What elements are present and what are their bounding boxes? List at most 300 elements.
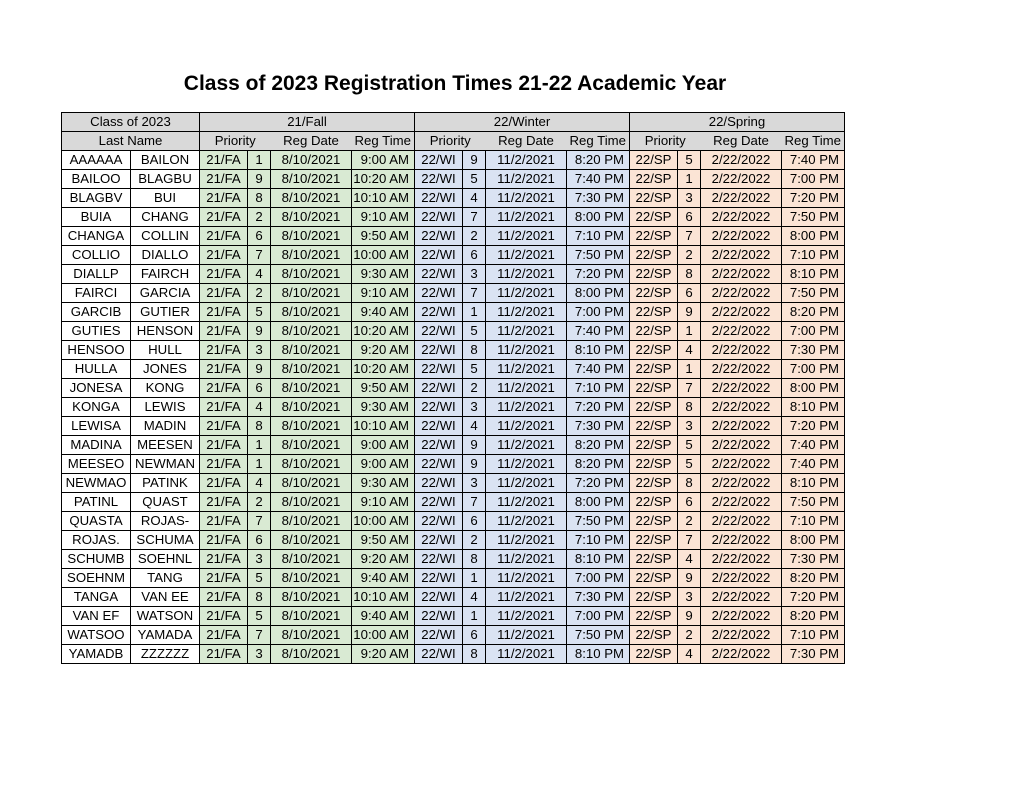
fall-term-cell: 21/FA: [200, 246, 248, 265]
spring-term-cell: 22/SP: [630, 265, 678, 284]
spring-reg-date-cell: 2/22/2022: [701, 208, 782, 227]
last-name-cell: PATINK: [131, 474, 200, 493]
winter-priority-cell: 9: [463, 436, 486, 455]
last-name-cell: YAMADA: [131, 626, 200, 645]
last-name-cell: JONES: [131, 360, 200, 379]
fall-priority-cell: 3: [248, 645, 271, 664]
fall-priority-cell: 2: [248, 284, 271, 303]
fall-priority-cell: 2: [248, 493, 271, 512]
winter-reg-time-cell: 8:00 PM: [567, 493, 630, 512]
fall-term-cell: 21/FA: [200, 284, 248, 303]
spring-term-cell: 22/SP: [630, 284, 678, 303]
spring-reg-time-cell: 8:00 PM: [782, 227, 845, 246]
winter-priority-cell: 5: [463, 360, 486, 379]
fall-term-cell: 21/FA: [200, 645, 248, 664]
last-name-cell: ZZZZZZ: [131, 645, 200, 664]
winter-priority-cell: 6: [463, 626, 486, 645]
spring-priority-cell: 3: [678, 417, 701, 436]
table-row: [62, 246, 845, 265]
fall-priority-cell: 1: [248, 436, 271, 455]
winter-reg-time-cell: 7:50 PM: [567, 246, 630, 265]
winter-reg-time-cell: 7:10 PM: [567, 531, 630, 550]
fall-reg-time-cell: 9:00 AM: [352, 151, 415, 170]
fall-term-cell: 21/FA: [200, 170, 248, 189]
last-name-cell: CHANG: [131, 208, 200, 227]
last-name-cell: HULL: [131, 341, 200, 360]
table-body: [62, 151, 845, 664]
fall-priority-cell: 9: [248, 322, 271, 341]
fall-priority-cell: 8: [248, 588, 271, 607]
table-row: [62, 265, 845, 284]
spring-reg-time-header: Reg Time: [782, 132, 845, 151]
winter-term-cell: 22/WI: [415, 626, 463, 645]
winter-term-cell: 22/WI: [415, 436, 463, 455]
fall-term-cell: 21/FA: [200, 417, 248, 436]
winter-reg-time-cell: 7:40 PM: [567, 170, 630, 189]
spring-term-cell: 22/SP: [630, 512, 678, 531]
first-name-cell: BLAGBV: [62, 189, 131, 208]
spring-reg-date-cell: 2/22/2022: [701, 265, 782, 284]
first-name-cell: KONGA: [62, 398, 131, 417]
winter-priority-cell: 7: [463, 493, 486, 512]
spring-reg-time-cell: 7:10 PM: [782, 626, 845, 645]
spring-reg-date-header: Reg Date: [701, 132, 782, 151]
table-row: [62, 626, 845, 645]
spring-term-cell: 22/SP: [630, 417, 678, 436]
spring-term-cell: 22/SP: [630, 531, 678, 550]
spring-reg-time-cell: 8:00 PM: [782, 379, 845, 398]
spring-term-cell: 22/SP: [630, 227, 678, 246]
first-name-cell: CHANGA: [62, 227, 131, 246]
table-row: [62, 550, 845, 569]
winter-reg-time-header: Reg Time: [567, 132, 630, 151]
fall-priority-cell: 5: [248, 569, 271, 588]
first-name-cell: PATINL: [62, 493, 131, 512]
first-name-cell: AAAAAA: [62, 151, 131, 170]
winter-reg-date-cell: 11/2/2021: [486, 322, 567, 341]
fall-priority-cell: 2: [248, 208, 271, 227]
winter-reg-time-cell: 7:20 PM: [567, 265, 630, 284]
winter-reg-date-cell: 11/2/2021: [486, 284, 567, 303]
fall-term-cell: 21/FA: [200, 151, 248, 170]
last-name-cell: GARCIA: [131, 284, 200, 303]
spring-priority-cell: 8: [678, 398, 701, 417]
last-name-label: Last Name: [62, 132, 200, 151]
winter-term-cell: 22/WI: [415, 569, 463, 588]
table-row: [62, 417, 845, 436]
spring-reg-time-cell: 8:10 PM: [782, 398, 845, 417]
first-name-cell: SCHUMB: [62, 550, 131, 569]
spring-term-cell: 22/SP: [630, 398, 678, 417]
winter-reg-time-cell: 7:50 PM: [567, 626, 630, 645]
spring-reg-date-cell: 2/22/2022: [701, 626, 782, 645]
fall-reg-date-cell: 8/10/2021: [271, 436, 352, 455]
fall-term-cell: 21/FA: [200, 512, 248, 531]
winter-reg-time-cell: 7:00 PM: [567, 607, 630, 626]
winter-reg-date-cell: 11/2/2021: [486, 265, 567, 284]
spring-priority-cell: 4: [678, 341, 701, 360]
fall-priority-cell: 6: [248, 227, 271, 246]
first-name-cell: BAILOO: [62, 170, 131, 189]
fall-term-cell: 21/FA: [200, 322, 248, 341]
winter-reg-time-cell: 8:00 PM: [567, 284, 630, 303]
first-name-cell: DIALLP: [62, 265, 131, 284]
spring-reg-time-cell: 8:20 PM: [782, 607, 845, 626]
fall-priority-cell: 1: [248, 151, 271, 170]
spring-reg-date-cell: 2/22/2022: [701, 474, 782, 493]
winter-term-cell: 22/WI: [415, 398, 463, 417]
spring-term-cell: 22/SP: [630, 474, 678, 493]
winter-reg-date-cell: 11/2/2021: [486, 455, 567, 474]
spring-reg-time-cell: 7:00 PM: [782, 360, 845, 379]
fall-reg-date-cell: 8/10/2021: [271, 512, 352, 531]
winter-priority-cell: 4: [463, 588, 486, 607]
spring-priority-cell: 2: [678, 512, 701, 531]
fall-reg-date-cell: 8/10/2021: [271, 588, 352, 607]
first-name-cell: FAIRCI: [62, 284, 131, 303]
winter-reg-date-cell: 11/2/2021: [486, 246, 567, 265]
winter-reg-date-cell: 11/2/2021: [486, 170, 567, 189]
header-row-terms: [62, 113, 845, 132]
spring-term-cell: 22/SP: [630, 322, 678, 341]
winter-term-cell: 22/WI: [415, 531, 463, 550]
spring-priority-cell: 8: [678, 265, 701, 284]
fall-reg-date-cell: 8/10/2021: [271, 265, 352, 284]
winter-term-cell: 22/WI: [415, 379, 463, 398]
winter-reg-date-cell: 11/2/2021: [486, 208, 567, 227]
spring-reg-date-cell: 2/22/2022: [701, 379, 782, 398]
first-name-cell: HULLA: [62, 360, 131, 379]
winter-priority-cell: 8: [463, 341, 486, 360]
fall-reg-time-cell: 10:20 AM: [352, 170, 415, 189]
document-title: Class of 2023 Registration Times 21-22 Academic Year: [183, 72, 727, 95]
fall-reg-date-cell: 8/10/2021: [271, 550, 352, 569]
spring-priority-cell: 5: [678, 151, 701, 170]
first-name-cell: ROJAS.: [62, 531, 131, 550]
fall-reg-time-cell: 10:20 AM: [352, 322, 415, 341]
spring-priority-cell: 4: [678, 550, 701, 569]
spring-reg-date-cell: 2/22/2022: [701, 284, 782, 303]
winter-reg-date-cell: 11/2/2021: [486, 626, 567, 645]
spring-term-cell: 22/SP: [630, 588, 678, 607]
winter-priority-cell: 2: [463, 227, 486, 246]
last-name-cell: QUAST: [131, 493, 200, 512]
winter-reg-time-cell: 7:20 PM: [567, 398, 630, 417]
winter-term-cell: 22/WI: [415, 607, 463, 626]
spring-priority-cell: 7: [678, 227, 701, 246]
winter-reg-time-cell: 7:20 PM: [567, 474, 630, 493]
fall-priority-cell: 7: [248, 512, 271, 531]
first-name-cell: COLLIO: [62, 246, 131, 265]
term-header-winter: 22/Winter: [415, 113, 630, 132]
winter-priority-cell: 4: [463, 417, 486, 436]
fall-term-cell: 21/FA: [200, 341, 248, 360]
last-name-cell: ROJAS-: [131, 512, 200, 531]
spring-reg-date-cell: 2/22/2022: [701, 151, 782, 170]
winter-reg-date-cell: 11/2/2021: [486, 550, 567, 569]
winter-reg-time-cell: 7:10 PM: [567, 379, 630, 398]
spring-priority-cell: 3: [678, 189, 701, 208]
table-row: [62, 284, 845, 303]
fall-term-cell: 21/FA: [200, 626, 248, 645]
last-name-cell: BUI: [131, 189, 200, 208]
winter-term-cell: 22/WI: [415, 170, 463, 189]
table-row: [62, 436, 845, 455]
first-name-cell: VAN EF: [62, 607, 131, 626]
winter-reg-time-cell: 7:50 PM: [567, 512, 630, 531]
winter-reg-time-cell: 7:10 PM: [567, 227, 630, 246]
fall-term-cell: 21/FA: [200, 493, 248, 512]
winter-priority-cell: 1: [463, 569, 486, 588]
spring-priority-cell: 6: [678, 208, 701, 227]
winter-priority-cell: 1: [463, 607, 486, 626]
winter-term-cell: 22/WI: [415, 474, 463, 493]
fall-term-cell: 21/FA: [200, 379, 248, 398]
fall-reg-date-cell: 8/10/2021: [271, 341, 352, 360]
table-row: [62, 531, 845, 550]
spring-priority-cell: 3: [678, 588, 701, 607]
table-row: [62, 569, 845, 588]
last-name-cell: GUTIER: [131, 303, 200, 322]
fall-term-cell: 21/FA: [200, 360, 248, 379]
winter-reg-time-cell: 8:10 PM: [567, 341, 630, 360]
first-name-cell: GARCIB: [62, 303, 131, 322]
spring-reg-date-cell: 2/22/2022: [701, 189, 782, 208]
fall-reg-time-cell: 9:00 AM: [352, 455, 415, 474]
winter-reg-date-cell: 11/2/2021: [486, 645, 567, 664]
fall-term-cell: 21/FA: [200, 550, 248, 569]
spring-priority-cell: 8: [678, 474, 701, 493]
fall-reg-time-cell: 10:20 AM: [352, 360, 415, 379]
spring-reg-date-cell: 2/22/2022: [701, 588, 782, 607]
spring-term-cell: 22/SP: [630, 341, 678, 360]
table-row: [62, 379, 845, 398]
fall-reg-time-header: Reg Time: [352, 132, 415, 151]
fall-reg-time-cell: 9:40 AM: [352, 607, 415, 626]
winter-reg-date-cell: 11/2/2021: [486, 151, 567, 170]
winter-reg-date-cell: 11/2/2021: [486, 474, 567, 493]
spring-term-cell: 22/SP: [630, 151, 678, 170]
spring-term-cell: 22/SP: [630, 379, 678, 398]
spring-priority-cell: 9: [678, 607, 701, 626]
spring-reg-time-cell: 7:20 PM: [782, 588, 845, 607]
fall-priority-header: Priority: [200, 132, 271, 151]
spring-reg-time-cell: 7:50 PM: [782, 493, 845, 512]
winter-reg-date-cell: 11/2/2021: [486, 303, 567, 322]
last-name-cell: HENSON: [131, 322, 200, 341]
spring-reg-date-cell: 2/22/2022: [701, 550, 782, 569]
spring-reg-time-cell: 7:30 PM: [782, 550, 845, 569]
spring-reg-date-cell: 2/22/2022: [701, 531, 782, 550]
fall-priority-cell: 4: [248, 398, 271, 417]
spring-term-cell: 22/SP: [630, 208, 678, 227]
winter-term-cell: 22/WI: [415, 493, 463, 512]
last-name-cell: KONG: [131, 379, 200, 398]
first-name-cell: SOEHNM: [62, 569, 131, 588]
last-name-cell: DIALLO: [131, 246, 200, 265]
spring-priority-cell: 5: [678, 455, 701, 474]
winter-reg-date-header: Reg Date: [486, 132, 567, 151]
spring-term-cell: 22/SP: [630, 550, 678, 569]
fall-reg-time-cell: 10:10 AM: [352, 588, 415, 607]
winter-priority-header: Priority: [415, 132, 486, 151]
last-name-cell: FAIRCH: [131, 265, 200, 284]
fall-reg-date-cell: 8/10/2021: [271, 569, 352, 588]
table-row: [62, 360, 845, 379]
class-label: Class of 2023: [62, 113, 200, 132]
spring-term-cell: 22/SP: [630, 626, 678, 645]
fall-reg-date-cell: 8/10/2021: [271, 455, 352, 474]
winter-term-cell: 22/WI: [415, 322, 463, 341]
last-name-cell: MEESEN: [131, 436, 200, 455]
winter-priority-cell: 5: [463, 170, 486, 189]
table-row: [62, 645, 845, 664]
spring-term-cell: 22/SP: [630, 493, 678, 512]
last-name-cell: VAN EE: [131, 588, 200, 607]
spring-reg-date-cell: 2/22/2022: [701, 322, 782, 341]
fall-priority-cell: 3: [248, 550, 271, 569]
fall-reg-time-cell: 9:20 AM: [352, 341, 415, 360]
fall-priority-cell: 4: [248, 474, 271, 493]
spring-reg-date-cell: 2/22/2022: [701, 227, 782, 246]
fall-reg-time-cell: 9:10 AM: [352, 493, 415, 512]
winter-reg-time-cell: 8:20 PM: [567, 151, 630, 170]
spring-reg-time-cell: 7:50 PM: [782, 208, 845, 227]
first-name-cell: TANGA: [62, 588, 131, 607]
last-name-cell: SCHUMA: [131, 531, 200, 550]
fall-priority-cell: 6: [248, 379, 271, 398]
fall-reg-time-cell: 9:40 AM: [352, 569, 415, 588]
winter-reg-date-cell: 11/2/2021: [486, 436, 567, 455]
winter-priority-cell: 6: [463, 246, 486, 265]
fall-reg-time-cell: 10:00 AM: [352, 626, 415, 645]
spring-reg-date-cell: 2/22/2022: [701, 398, 782, 417]
fall-reg-time-cell: 9:50 AM: [352, 531, 415, 550]
fall-reg-date-cell: 8/10/2021: [271, 645, 352, 664]
table-row: [62, 455, 845, 474]
fall-term-cell: 21/FA: [200, 569, 248, 588]
fall-term-cell: 21/FA: [200, 227, 248, 246]
winter-reg-date-cell: 11/2/2021: [486, 588, 567, 607]
fall-term-cell: 21/FA: [200, 189, 248, 208]
first-name-cell: WATSOO: [62, 626, 131, 645]
last-name-cell: TANG: [131, 569, 200, 588]
winter-reg-time-cell: 7:30 PM: [567, 417, 630, 436]
table-row: [62, 208, 845, 227]
first-name-cell: MEESEO: [62, 455, 131, 474]
table-row: [62, 398, 845, 417]
spring-reg-time-cell: 7:30 PM: [782, 341, 845, 360]
spring-priority-cell: 6: [678, 284, 701, 303]
spring-reg-date-cell: 2/22/2022: [701, 341, 782, 360]
fall-priority-cell: 1: [248, 455, 271, 474]
spring-reg-date-cell: 2/22/2022: [701, 512, 782, 531]
fall-reg-date-cell: 8/10/2021: [271, 360, 352, 379]
fall-reg-time-cell: 9:20 AM: [352, 645, 415, 664]
spring-term-cell: 22/SP: [630, 455, 678, 474]
fall-priority-cell: 9: [248, 360, 271, 379]
spring-priority-cell: 2: [678, 246, 701, 265]
spring-reg-time-cell: 7:40 PM: [782, 151, 845, 170]
winter-reg-date-cell: 11/2/2021: [486, 531, 567, 550]
winter-reg-time-cell: 7:30 PM: [567, 189, 630, 208]
spring-reg-time-cell: 7:20 PM: [782, 417, 845, 436]
fall-reg-date-cell: 8/10/2021: [271, 398, 352, 417]
term-header-spring: 22/Spring: [630, 113, 845, 132]
fall-term-cell: 21/FA: [200, 436, 248, 455]
winter-priority-cell: 4: [463, 189, 486, 208]
fall-reg-time-cell: 9:30 AM: [352, 265, 415, 284]
fall-term-cell: 21/FA: [200, 455, 248, 474]
spring-priority-header: Priority: [630, 132, 701, 151]
spring-priority-cell: 5: [678, 436, 701, 455]
spring-priority-cell: 4: [678, 645, 701, 664]
winter-priority-cell: 8: [463, 645, 486, 664]
fall-reg-date-cell: 8/10/2021: [271, 379, 352, 398]
winter-priority-cell: 1: [463, 303, 486, 322]
last-name-cell: BAILON: [131, 151, 200, 170]
fall-reg-time-cell: 9:40 AM: [352, 303, 415, 322]
winter-priority-cell: 8: [463, 550, 486, 569]
fall-priority-cell: 4: [248, 265, 271, 284]
winter-term-cell: 22/WI: [415, 284, 463, 303]
winter-term-cell: 22/WI: [415, 360, 463, 379]
spring-reg-date-cell: 2/22/2022: [701, 436, 782, 455]
winter-term-cell: 22/WI: [415, 455, 463, 474]
table-row: [62, 151, 845, 170]
fall-reg-date-cell: 8/10/2021: [271, 474, 352, 493]
spring-reg-time-cell: 7:00 PM: [782, 170, 845, 189]
spring-reg-time-cell: 7:40 PM: [782, 455, 845, 474]
winter-term-cell: 22/WI: [415, 227, 463, 246]
fall-priority-cell: 9: [248, 170, 271, 189]
fall-reg-time-cell: 10:10 AM: [352, 189, 415, 208]
spring-term-cell: 22/SP: [630, 645, 678, 664]
first-name-cell: JONESA: [62, 379, 131, 398]
first-name-cell: LEWISA: [62, 417, 131, 436]
winter-reg-time-cell: 8:20 PM: [567, 455, 630, 474]
spring-reg-time-cell: 7:20 PM: [782, 189, 845, 208]
winter-reg-date-cell: 11/2/2021: [486, 493, 567, 512]
last-name-cell: SOEHNL: [131, 550, 200, 569]
fall-reg-time-cell: 9:50 AM: [352, 227, 415, 246]
first-name-cell: GUTIES: [62, 322, 131, 341]
winter-priority-cell: 2: [463, 379, 486, 398]
fall-reg-date-cell: 8/10/2021: [271, 303, 352, 322]
spring-reg-date-cell: 2/22/2022: [701, 455, 782, 474]
fall-reg-time-cell: 10:00 AM: [352, 246, 415, 265]
winter-priority-cell: 3: [463, 474, 486, 493]
winter-reg-date-cell: 11/2/2021: [486, 512, 567, 531]
first-name-cell: HENSOO: [62, 341, 131, 360]
fall-priority-cell: 6: [248, 531, 271, 550]
spring-term-cell: 22/SP: [630, 360, 678, 379]
winter-reg-time-cell: 7:00 PM: [567, 569, 630, 588]
last-name-cell: MADIN: [131, 417, 200, 436]
spring-reg-date-cell: 2/22/2022: [701, 493, 782, 512]
first-name-cell: MADINA: [62, 436, 131, 455]
spring-reg-date-cell: 2/22/2022: [701, 417, 782, 436]
fall-reg-time-cell: 9:30 AM: [352, 474, 415, 493]
spring-priority-cell: 1: [678, 322, 701, 341]
table-row: [62, 607, 845, 626]
spring-term-cell: 22/SP: [630, 189, 678, 208]
winter-reg-date-cell: 11/2/2021: [486, 341, 567, 360]
spring-priority-cell: 9: [678, 303, 701, 322]
last-name-cell: COLLIN: [131, 227, 200, 246]
winter-reg-time-cell: 7:40 PM: [567, 360, 630, 379]
spring-priority-cell: 1: [678, 360, 701, 379]
